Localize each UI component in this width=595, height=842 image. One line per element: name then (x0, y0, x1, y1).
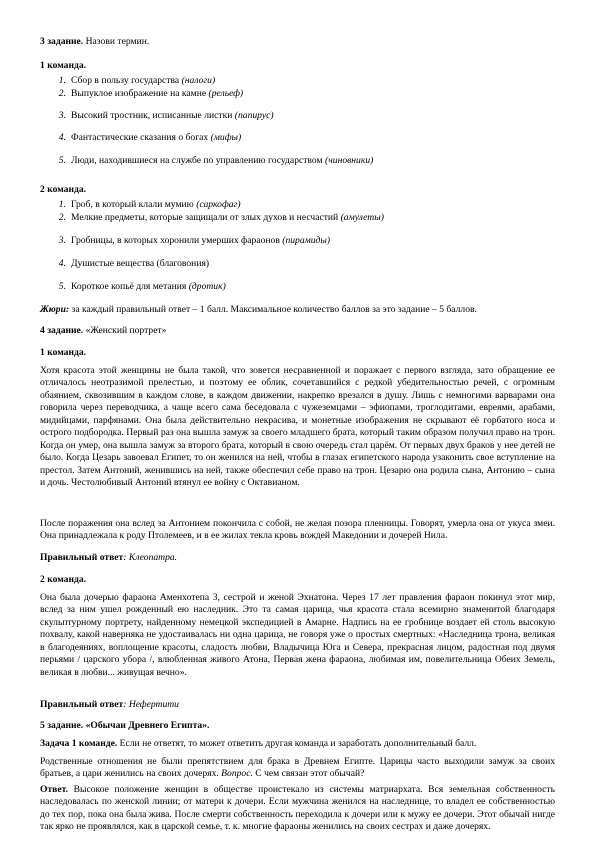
task5-task-line (40, 738, 555, 750)
task5-heading: 5 задание. «Обычаи Древнего Египта». (40, 720, 210, 731)
task4-team1-paragraph-1: Хотя красота этой женщины не была такой, что зовется несравненной и поражает с первого взгляда, зато обращение ее отличалось неотразимой прелестью, и поэтому ее облик, сочетавшийся с редкой убедительностью речей, с огромным обаянием, сквозившим в каждом слове, в каждом движении, накрепко врезался в душу. Лишь с немногими варварами она говорила через переводчика, а чаще всего сама беседовала с чужеземцами – эфиопами, троглодитами, евреями, арабами, мидийцами, парфянами. Она была действительно некрасива, и монетные изображения не скрывают её горбатого носа и острого подбородка. Первый раз она вышла замуж за своего младшего брата, который таким образом получил право на трон. Когда он умер, она вышла замуж за второго брата, который в свою очередь стал царём. От первых двух браков у нее детей не было. Когда Цезарь завоевал Египет, то он женился на ней, чтобы в глазах египетского народа узаконить свое вступление на престол. Затем Антоний, женившись на ней, также обеспечил себе право на трон. Цезарю она родила сына, Антонию – сына и дочь. Честолюбивый Антоний втянул ее войну с Октавианом. (40, 365, 555, 489)
list-answer: (мифы) (210, 132, 242, 143)
list-number: 5. (58, 281, 66, 292)
answer-text: : Клеопатра. (123, 552, 178, 563)
list-text: Гроб, в который клали мумию (71, 199, 197, 210)
task4-team2-title: 2 команда. (40, 574, 87, 585)
list-answer: (саркофаг) (196, 199, 241, 210)
list-number: 1. (58, 199, 66, 210)
answer-label: Ответ. (40, 784, 69, 795)
task4-answer-2 (40, 699, 555, 711)
task4-team1-paragraph-2: После поражения она вслед за Антонием покончила с собой, не желая позора пленницы. Говорят, умерла она от укуса змеи. Она принадлежала к роду Птолемеев, и в ее жилах текла кровь вождей Македонии и дочерей Нила. (40, 518, 555, 542)
task5-paragraph (40, 756, 555, 781)
question-label: Вопрос. (221, 768, 253, 780)
answer-label: Правильный ответ (40, 699, 124, 710)
list-answer: (амулеты) (340, 212, 384, 223)
list-number: 4. (58, 132, 66, 143)
list-text: Душистые вещества (благовония) (71, 258, 210, 269)
jury-label: Жюри: (40, 304, 70, 315)
list-number: 5. (58, 155, 66, 166)
question-text: С чем связан этот обычай? (252, 768, 365, 780)
list-answer: (пирамиды) (282, 235, 331, 246)
task4-heading-text: «Женский портрет» (83, 325, 167, 336)
task4-answer-1 (40, 552, 555, 564)
answer-text: Высокое положение женщин в обществе проистекало из системы матриархата. Вся земельная собственность наследовалась по женской линии; от матери к дочери. Если мужчина женился на наследнице, то владел ее собственностью до тех пор, пока она была жива. После смерти собственность переходила к дочери или к мужу ее дочери. Этот обычай нигде так ярко не проявлялся, как в царской семье, т. к. многие фараоны женились на своих сестрах и даже дочерях. (40, 784, 555, 833)
task3-team1-title: 1 команда. (40, 60, 87, 71)
task5-task-label: Задача 1 команде. (40, 738, 118, 749)
answer-label: Правильный ответ (40, 552, 124, 563)
task3-heading (40, 36, 555, 48)
list-number: 2. (58, 88, 66, 99)
task3-heading-text: Назови термин. (85, 36, 150, 47)
list-answer: (рельеф) (208, 88, 244, 99)
list-number: 2. (58, 212, 66, 223)
task4-heading (40, 325, 555, 337)
task4-heading-label: 4 задание. (40, 325, 84, 336)
task5-task-text: Если не ответят, то может ответить другая команда и заработать дополнительный балл. (117, 738, 477, 749)
list-answer: (дротик) (188, 281, 226, 292)
list-text: Короткое копьё для метания (71, 281, 189, 292)
task3-jury-note (40, 304, 555, 316)
list-number: 1. (58, 75, 66, 86)
task3-heading-label: 3 задание. (40, 36, 84, 47)
list-answer: (налоги) (181, 75, 216, 86)
list-answer: (папирус) (234, 110, 274, 121)
list-number: 3. (58, 235, 66, 246)
list-text: Мелкие предметы, которые защищали от злых духов и несчастий (71, 212, 341, 223)
list-text: Выпуклое изображение на камне (71, 88, 209, 99)
task5-answer (40, 784, 555, 834)
task5-paragraph-text: Родственные отношения не были препятствием для брака в Древнем Египте. Царицы часто выходили замуж за своих братьев, а цари женились на своих дочерях. (40, 756, 555, 780)
list-text: Сбор в пользу государства (71, 75, 182, 86)
task4-team2-paragraph: Она была дочерью фараона Аменхотепа 3, сестрой и женой Эхнатона. Через 17 лет правления фараон покинул этот мир, вслед за ним ушел рожденный ею наследник. Это та самая царица, чья красота стала всемирно знаменитой благодаря скульптурному портрету, найденному немецкой экспедицией в Амарне. Надпись на ее гробнице воздает ей столь высокую похвалу, какой наверняка не удостаивалась ни одна царица, не говоря уже о простых смертных: «Наследница трона, великая в благодеяниях, воплощение красоты, сладость любви, Владычица Юга и Севера, прекрасная лицом, радостная под двумя перьями / царского убора /, влюбленная живого Атона, Первая жена фараона, любимая им, повелительница Обеих Земель, великая в любви... живущая вечно». (40, 592, 555, 678)
list-text: Высокий тростник, исписанные листки (71, 110, 235, 121)
list-number: 4. (58, 258, 66, 269)
list-text: Гробницы, в которых хоронили умерших фараонов (71, 235, 283, 246)
list-text: Люди, находившиеся на службе по управлению государством (71, 155, 325, 166)
jury-text: за каждый правильный ответ – 1 балл. Максимальное количество баллов за это задание – 5 баллов. (69, 304, 477, 315)
task4-team1-title: 1 команда. (40, 347, 87, 358)
answer-text: : Нефертити (123, 699, 179, 710)
list-number: 3. (58, 110, 66, 121)
list-text: Фантастические сказания о богах (71, 132, 211, 143)
list-answer: (чиновники) (325, 155, 374, 166)
task3-team2-title: 2 команда. (40, 184, 87, 195)
